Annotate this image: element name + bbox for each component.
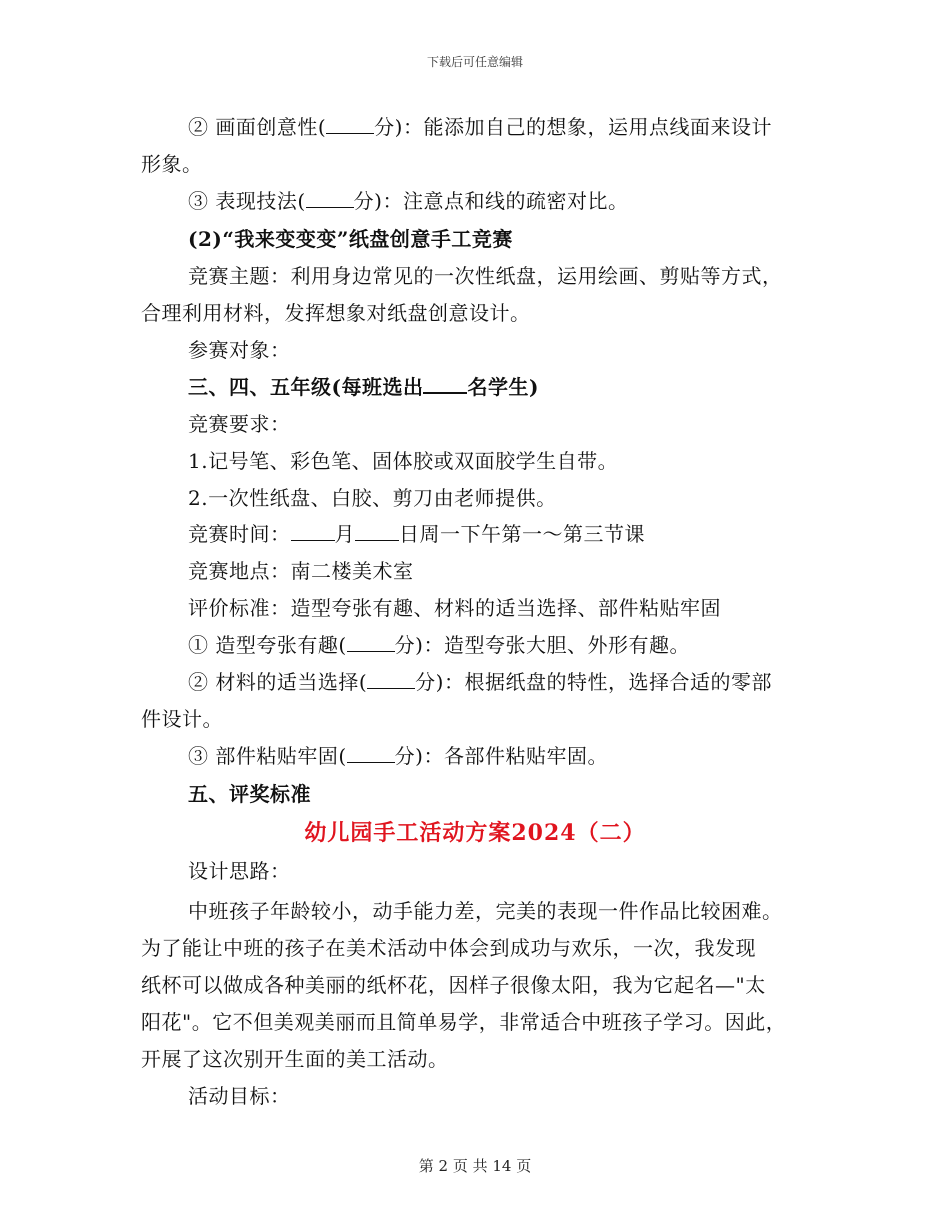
text-line: 2.一次性纸盘、白胶、剪刀由老师提供。	[188, 486, 557, 510]
text-segment: 分)：各部件粘贴牢固。	[394, 744, 608, 768]
text-line	[188, 521, 645, 547]
text-segment: 日周一下午第一～第三节课	[399, 522, 645, 546]
text-segment: ① 造型夸张有趣(	[188, 633, 347, 657]
text-line: 中班孩子年龄较小，动手能力差，完美的表现一件作品比较困难。	[188, 899, 783, 923]
text-line: 合理利用材料，发挥想象对纸盘创意设计。	[141, 301, 531, 325]
text-line	[188, 743, 608, 769]
text-segment: 分)：注意点和线的疏密对比。	[353, 189, 629, 213]
text-line	[188, 632, 690, 658]
page-footer: 第 2 页 共 14 页	[418, 1157, 532, 1175]
text-segment: 分)：造型夸张大胆、外形有趣。	[394, 633, 690, 657]
text-segment: ② 材料的适当选择(	[188, 670, 368, 694]
section-heading: (2)“我来变变变”纸盘创意手工竞赛	[188, 227, 513, 251]
text-line: 竞赛地点：南二楼美术室	[188, 559, 414, 583]
text-line: 活动目标：	[188, 1084, 291, 1108]
text-segment: ③ 表现技法(	[188, 189, 306, 213]
text-line: 竞赛主题：利用身边常见的一次性纸盘，运用绘画、剪贴等方式，	[188, 264, 783, 288]
text-segment: 月	[334, 522, 355, 546]
section-heading	[188, 374, 539, 400]
text-line	[188, 114, 772, 140]
section-heading: 五、评奖标准	[188, 782, 311, 806]
fill-blank	[347, 633, 395, 652]
fill-blank	[291, 522, 335, 541]
text-line: 纸杯可以做成各种美丽的纸杯花，因样子很像太阳，我为它起名—"太	[141, 973, 766, 997]
text-segment: ③ 部件粘贴牢固(	[188, 744, 347, 768]
text-line: 开展了这次别开生面的美工活动。	[141, 1047, 449, 1071]
text-line: 形象。	[141, 152, 203, 176]
text-line: 参赛对象：	[188, 338, 291, 362]
text-segment: 分)：能添加自己的想象，运用点线面来设计	[374, 115, 772, 139]
text-line: 阳花"。它不但美观美丽而且简单易学，非常适合中班孩子学习。因此，	[141, 1010, 787, 1034]
text-line: 1.记号笔、彩色笔、固体胶或双面胶学生自带。	[188, 449, 619, 473]
document-title: 幼儿园手工活动方案2024（二）	[304, 820, 646, 846]
text-line: 件设计。	[141, 707, 223, 731]
page-header: 下载后可任意编辑	[426, 55, 523, 69]
fill-blank	[355, 522, 399, 541]
text-segment: 竞赛时间：	[188, 522, 291, 546]
text-segment: 名学生)	[467, 375, 539, 399]
text-line	[188, 669, 772, 695]
fill-blank	[367, 670, 415, 689]
text-segment: ② 画面创意性(	[188, 115, 327, 139]
fill-blank	[423, 374, 467, 394]
text-segment: 三、四、五年级(每班选出	[188, 375, 424, 399]
fill-blank	[306, 189, 354, 208]
text-line: 为了能让中班的孩子在美术活动中体会到成功与欢乐，一次，我发现	[141, 936, 756, 960]
text-line: 竞赛要求：	[188, 412, 291, 436]
text-segment: 分)：根据纸盘的特性，选择合适的零部	[415, 670, 772, 694]
text-line	[188, 188, 628, 214]
text-line: 评价标准：造型夸张有趣、材料的适当选择、部件粘贴牢固	[188, 596, 721, 620]
fill-blank	[326, 115, 374, 134]
text-line: 设计思路：	[188, 859, 291, 883]
fill-blank	[347, 744, 395, 763]
